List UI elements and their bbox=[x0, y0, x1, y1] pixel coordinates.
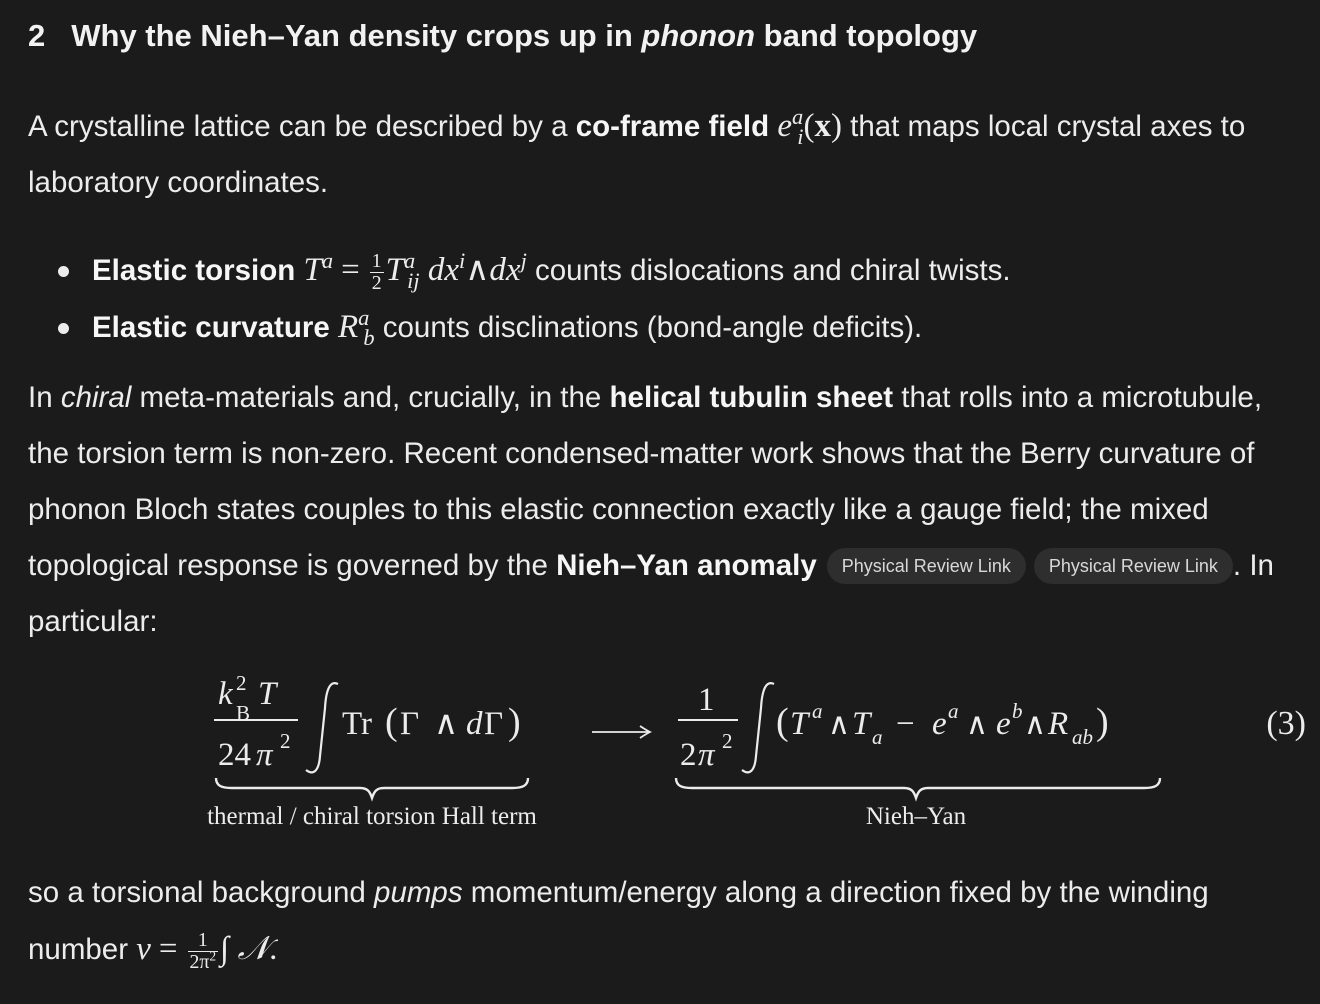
coframe-formula: $e^a_i(x)$ bbox=[777, 104, 842, 149]
bullet-text: counts dislocations and chiral twists. bbox=[526, 254, 1011, 287]
bullet-text: counts disclinations (bond-angle deficits). bbox=[374, 311, 923, 344]
svg-text:e: e bbox=[932, 706, 947, 742]
bullet-dot-icon bbox=[58, 323, 69, 334]
section-title-pre: Why the Nieh–Yan density crops up in bbox=[71, 18, 642, 53]
list-item bbox=[28, 242, 1303, 299]
svg-text:Γ: Γ bbox=[484, 706, 504, 742]
winding-number-formula: ν = $\frac{1}{2\pi^2}$ ∫ 𝒩. bbox=[136, 929, 278, 973]
closing-paragraph bbox=[28, 865, 1303, 978]
intro-text-pre: A crystalline lattice can be described by a bbox=[28, 110, 576, 143]
svg-text:e: e bbox=[996, 706, 1011, 742]
svg-text:a: a bbox=[872, 725, 883, 749]
citation-link[interactable]: Physical Review Link bbox=[1034, 548, 1233, 584]
svg-text:∧: ∧ bbox=[828, 708, 850, 741]
section-title-em: phonon bbox=[641, 18, 756, 53]
svg-text:Γ: Γ bbox=[400, 706, 420, 742]
trace-label: Tr bbox=[342, 706, 372, 742]
body-paragraph bbox=[28, 370, 1303, 650]
closing-text-1: so a torsional background bbox=[28, 876, 375, 909]
equation-number: (3) bbox=[1266, 705, 1306, 742]
svg-text:T: T bbox=[852, 706, 871, 742]
bullet-list bbox=[28, 242, 1303, 356]
svg-text:T: T bbox=[258, 676, 277, 712]
svg-text:k: k bbox=[218, 676, 233, 712]
svg-text:π: π bbox=[698, 737, 715, 773]
body-text-4: . In particular: bbox=[28, 549, 1274, 638]
intro-bold-term: co-frame field bbox=[575, 110, 770, 143]
citation-link[interactable]: Physical Review Link bbox=[827, 548, 1026, 584]
svg-text:2: 2 bbox=[280, 729, 291, 753]
display-equation bbox=[0, 660, 1320, 840]
underbrace-label-right: Nieh–Yan bbox=[865, 803, 967, 830]
svg-text:−: − bbox=[896, 706, 915, 742]
svg-text:1: 1 bbox=[698, 682, 715, 718]
svg-text:d: d bbox=[466, 706, 483, 742]
body-text-1: In bbox=[28, 381, 61, 414]
svg-text:T: T bbox=[790, 706, 809, 742]
intro-paragraph bbox=[28, 98, 1303, 211]
bullet-term: Elastic torsion bbox=[92, 254, 296, 287]
svg-text:b: b bbox=[1012, 699, 1023, 723]
body-bold-1: helical tubulin sheet bbox=[609, 381, 894, 414]
body-text-2: meta-materials and, crucially, in the bbox=[131, 381, 610, 414]
svg-text:): ) bbox=[1096, 701, 1109, 743]
section-heading bbox=[28, 18, 977, 54]
svg-text:a: a bbox=[812, 699, 823, 723]
svg-text:∧: ∧ bbox=[434, 706, 459, 742]
svg-text:): ) bbox=[508, 701, 521, 743]
body-em-1: chiral bbox=[60, 381, 132, 414]
svg-text:ab: ab bbox=[1072, 725, 1093, 749]
svg-text:a: a bbox=[948, 699, 959, 723]
svg-text:∧: ∧ bbox=[1024, 708, 1046, 741]
svg-text:B: B bbox=[236, 701, 251, 725]
svg-text:R: R bbox=[1048, 706, 1069, 742]
curvature-formula: $R^a_b$ bbox=[337, 305, 375, 350]
list-item bbox=[28, 299, 1303, 356]
svg-text:24: 24 bbox=[218, 737, 251, 773]
section-number: 2 bbox=[28, 18, 46, 53]
svg-text:2: 2 bbox=[722, 729, 733, 753]
svg-text:∧: ∧ bbox=[966, 708, 988, 741]
torsion-formula: $T^a$ = $\frac{1}{2}$ $T^a_{ij}$ $dx^i\wedge dx^j$ bbox=[303, 248, 527, 294]
closing-text-2: momentum/energy along a direction fixed by the winding number bbox=[28, 876, 1209, 966]
bullet-dot-icon bbox=[58, 266, 69, 277]
intro-text-post: that maps local crystal axes to laboratory coordinates. bbox=[28, 110, 1246, 199]
svg-text:(: ( bbox=[776, 701, 789, 743]
underbrace-label-left: thermal / chiral torsion Hall term bbox=[207, 803, 537, 830]
section-title-post: band topology bbox=[755, 18, 978, 53]
svg-text:π: π bbox=[256, 737, 273, 773]
body-text-3: that rolls into a microtubule, the torsion term is non-zero. Recent condensed-matter work shows that the Berry curvature of phonon Bloch states couples to this elastic connection exactly like a gauge field; the mixed topological response is governed by the bbox=[28, 381, 1263, 582]
svg-text:2: 2 bbox=[680, 737, 697, 773]
svg-text:2: 2 bbox=[236, 671, 247, 695]
body-bold-2: Nieh–Yan anomaly bbox=[556, 549, 817, 582]
closing-em: pumps bbox=[374, 876, 463, 909]
svg-text:(: ( bbox=[385, 701, 398, 743]
bullet-term: Elastic curvature bbox=[92, 311, 330, 344]
